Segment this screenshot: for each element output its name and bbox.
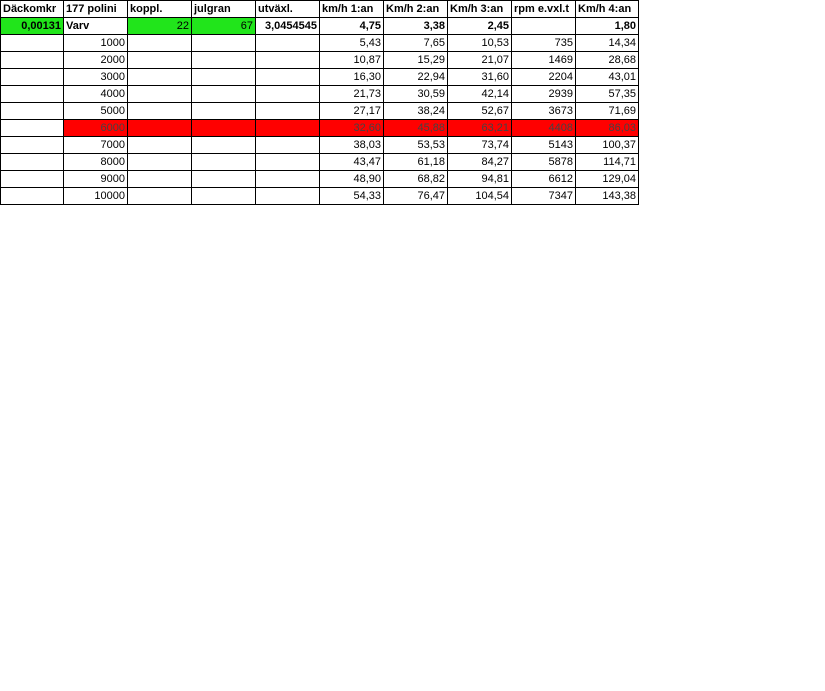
gear3-ratio-cell[interactable]: 2,45 [448, 18, 512, 35]
kmh4-cell[interactable]: 14,34 [576, 35, 639, 52]
empty-cell[interactable] [1, 86, 64, 103]
empty-cell[interactable] [256, 69, 320, 86]
empty-cell[interactable] [128, 103, 192, 120]
empty-cell[interactable] [256, 52, 320, 69]
kmh4-cell[interactable]: 129,04 [576, 171, 639, 188]
varv-cell[interactable]: 7000 [64, 137, 128, 154]
kmh4-cell[interactable]: 71,69 [576, 103, 639, 120]
rpm-ratio-cell[interactable] [512, 18, 576, 35]
table-row [1, 35, 639, 52]
varv-cell[interactable]: 1000 [64, 35, 128, 52]
empty-cell[interactable] [256, 35, 320, 52]
empty-cell[interactable] [256, 188, 320, 205]
kmh3-cell[interactable]: 104,54 [448, 188, 512, 205]
kmh2-cell[interactable]: 61,18 [384, 154, 448, 171]
empty-cell[interactable] [256, 154, 320, 171]
kmh4-cell[interactable]: 43,01 [576, 69, 639, 86]
header-cell[interactable]: km/h 1:an [320, 1, 384, 18]
table-row [1, 69, 639, 86]
kmh2-cell[interactable]: 15,29 [384, 52, 448, 69]
kmh2-cell[interactable]: 76,47 [384, 188, 448, 205]
gear4-ratio-cell[interactable]: 1,80 [576, 18, 639, 35]
header-cell[interactable]: 177 polini [64, 1, 128, 18]
empty-cell[interactable] [1, 120, 64, 137]
kmh1-cell[interactable]: 48,90 [320, 171, 384, 188]
rpm-cell[interactable]: 7347 [512, 188, 576, 205]
gear2-ratio-cell[interactable]: 3,38 [384, 18, 448, 35]
varv-cell[interactable]: 10000 [64, 188, 128, 205]
kmh2-cell[interactable]: 38,24 [384, 103, 448, 120]
kmh2-cell[interactable]: 53,53 [384, 137, 448, 154]
table-row [1, 52, 639, 69]
empty-cell[interactable] [192, 103, 256, 120]
empty-cell[interactable] [128, 137, 192, 154]
empty-cell[interactable] [1, 69, 64, 86]
empty-cell[interactable] [192, 35, 256, 52]
kmh1-cell[interactable]: 38,03 [320, 137, 384, 154]
header-cell[interactable]: Km/h 3:an [448, 1, 512, 18]
header-cell[interactable]: julgran [192, 1, 256, 18]
header-row [1, 1, 639, 18]
table-row [1, 154, 639, 171]
kmh4-cell[interactable]: 100,37 [576, 137, 639, 154]
kmh1-cell[interactable]: 32,60 [320, 120, 384, 137]
empty-cell[interactable] [1, 35, 64, 52]
parameter-row [1, 18, 639, 35]
kmh3-cell[interactable]: 73,74 [448, 137, 512, 154]
kmh4-cell[interactable]: 86,03 [576, 120, 639, 137]
empty-cell[interactable] [128, 154, 192, 171]
kmh3-cell[interactable]: 52,67 [448, 103, 512, 120]
empty-cell[interactable] [192, 52, 256, 69]
empty-cell[interactable] [1, 52, 64, 69]
varv-cell[interactable]: 5000 [64, 103, 128, 120]
empty-cell[interactable] [256, 86, 320, 103]
header-cell[interactable]: Km/h 2:an [384, 1, 448, 18]
empty-cell[interactable] [128, 52, 192, 69]
rpm-cell[interactable]: 6612 [512, 171, 576, 188]
varv-cell[interactable]: 9000 [64, 171, 128, 188]
header-cell[interactable]: utväxl. [256, 1, 320, 18]
empty-cell[interactable] [192, 188, 256, 205]
kmh2-cell[interactable]: 7,65 [384, 35, 448, 52]
empty-cell[interactable] [128, 171, 192, 188]
header-cell[interactable]: Km/h 4:an [576, 1, 639, 18]
kmh4-cell[interactable]: 57,35 [576, 86, 639, 103]
varv-label-cell[interactable]: Varv [64, 18, 128, 35]
varv-cell[interactable]: 6000 [64, 120, 128, 137]
table-row [1, 171, 639, 188]
varv-cell[interactable]: 3000 [64, 69, 128, 86]
kmh1-cell[interactable]: 21,73 [320, 86, 384, 103]
rpm-cell[interactable]: 1469 [512, 52, 576, 69]
empty-cell[interactable] [128, 120, 192, 137]
empty-cell[interactable] [128, 69, 192, 86]
kmh2-cell[interactable]: 45,88 [384, 120, 448, 137]
empty-cell[interactable] [1, 103, 64, 120]
table-row [1, 86, 639, 103]
highlighted-row [1, 120, 639, 137]
kmh2-cell[interactable]: 30,59 [384, 86, 448, 103]
julgran-teeth-cell[interactable]: 67 [192, 18, 256, 35]
empty-cell[interactable] [256, 171, 320, 188]
kmh4-cell[interactable]: 143,38 [576, 188, 639, 205]
kmh3-cell[interactable]: 10,53 [448, 35, 512, 52]
rpm-cell[interactable]: 735 [512, 35, 576, 52]
kmh3-cell[interactable]: 84,27 [448, 154, 512, 171]
kmh2-cell[interactable]: 68,82 [384, 171, 448, 188]
kmh1-cell[interactable]: 27,17 [320, 103, 384, 120]
kmh3-cell[interactable]: 94,81 [448, 171, 512, 188]
empty-cell[interactable] [128, 35, 192, 52]
tire-circumference-cell[interactable]: 0,00131 [1, 18, 64, 35]
empty-cell[interactable] [256, 137, 320, 154]
rpm-cell[interactable]: 3673 [512, 103, 576, 120]
kmh4-cell[interactable]: 28,68 [576, 52, 639, 69]
kmh1-cell[interactable]: 16,30 [320, 69, 384, 86]
gear1-ratio-cell[interactable]: 4,75 [320, 18, 384, 35]
varv-cell[interactable]: 8000 [64, 154, 128, 171]
empty-cell[interactable] [1, 137, 64, 154]
empty-cell[interactable] [256, 103, 320, 120]
rpm-cell[interactable]: 2939 [512, 86, 576, 103]
clutch-teeth-cell[interactable]: 22 [128, 18, 192, 35]
empty-cell[interactable] [192, 154, 256, 171]
empty-cell[interactable] [192, 120, 256, 137]
kmh2-cell[interactable]: 22,94 [384, 69, 448, 86]
varv-cell[interactable]: 2000 [64, 52, 128, 69]
rpm-cell[interactable]: 5878 [512, 154, 576, 171]
empty-cell[interactable] [1, 154, 64, 171]
header-cell[interactable]: koppl. [128, 1, 192, 18]
empty-cell[interactable] [1, 171, 64, 188]
empty-cell[interactable] [192, 69, 256, 86]
kmh3-cell[interactable]: 21,07 [448, 52, 512, 69]
empty-cell[interactable] [192, 137, 256, 154]
table-row [1, 103, 639, 120]
kmh1-cell[interactable]: 5,43 [320, 35, 384, 52]
empty-cell[interactable] [128, 86, 192, 103]
empty-cell[interactable] [192, 86, 256, 103]
varv-cell[interactable]: 4000 [64, 86, 128, 103]
rpm-cell[interactable]: 5143 [512, 137, 576, 154]
header-cell[interactable]: Däckomkr [1, 1, 64, 18]
rpm-cell[interactable]: 4408 [512, 120, 576, 137]
spreadsheet-table [0, 0, 639, 205]
table-row [1, 188, 639, 205]
kmh4-cell[interactable]: 114,71 [576, 154, 639, 171]
ratio-cell[interactable]: 3,0454545 [256, 18, 320, 35]
kmh1-cell[interactable]: 43,47 [320, 154, 384, 171]
empty-cell[interactable] [256, 120, 320, 137]
header-cell[interactable]: rpm e.vxl.t [512, 1, 576, 18]
kmh3-cell[interactable]: 63,21 [448, 120, 512, 137]
kmh3-cell[interactable]: 42,14 [448, 86, 512, 103]
empty-cell[interactable] [1, 188, 64, 205]
rpm-cell[interactable]: 2204 [512, 69, 576, 86]
kmh1-cell[interactable]: 10,87 [320, 52, 384, 69]
kmh1-cell[interactable]: 54,33 [320, 188, 384, 205]
kmh3-cell[interactable]: 31,60 [448, 69, 512, 86]
table-row [1, 137, 639, 154]
empty-cell[interactable] [128, 188, 192, 205]
empty-cell[interactable] [192, 171, 256, 188]
